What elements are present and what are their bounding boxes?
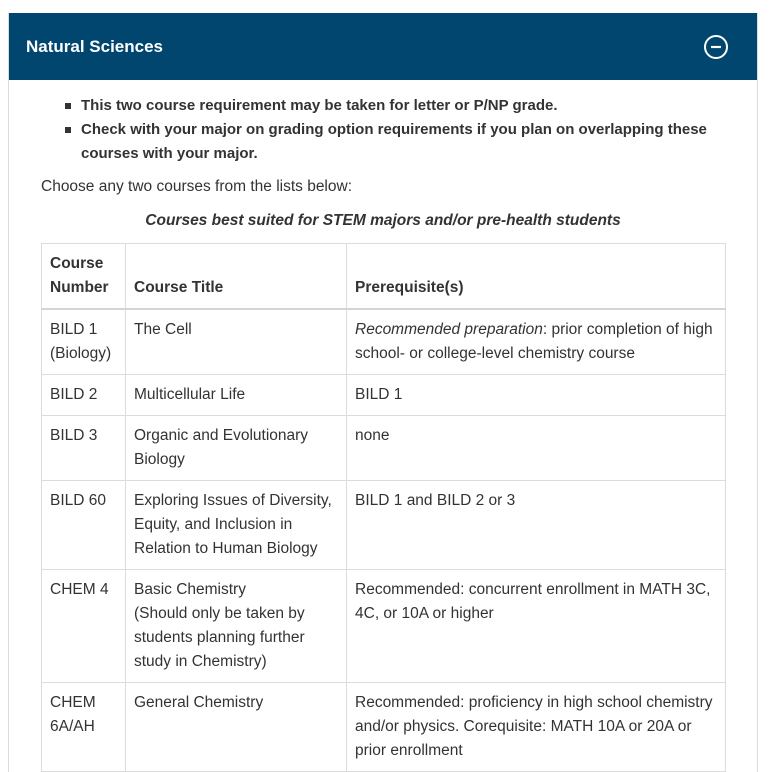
- table-row: [42, 309, 726, 375]
- course-title: General Chemistry: [126, 683, 347, 772]
- prereq-italic: Recommended preparation: [355, 321, 543, 338]
- course-prereq: Recommended: concurrent enrollment in MATH 3C, 4C, or 10A or higher: [347, 570, 726, 683]
- intro-text: Choose any two courses from the lists below:: [41, 178, 352, 195]
- course-title: The Cell: [126, 309, 347, 375]
- course-title-note: (Should only be taken by students planning further study in Chemistry): [134, 605, 305, 670]
- course-title-main: Basic Chemistry: [134, 581, 246, 598]
- course-number: CHEM 6A/AH: [42, 683, 126, 772]
- course-prereq: BILD 1: [347, 375, 726, 416]
- panel-header[interactable]: [9, 13, 757, 80]
- table-header-row: [42, 244, 726, 310]
- course-prereq: none: [347, 416, 726, 481]
- course-title: Multicellular Life: [126, 375, 347, 416]
- table-row: [42, 683, 726, 772]
- course-number: BILD 3: [42, 416, 126, 481]
- course-title: [126, 570, 347, 683]
- table-row: [42, 481, 726, 570]
- note-item: This two course requirement may be taken for letter or P/NP grade.: [81, 94, 725, 118]
- course-prereq: Recommended: proficiency in high school chemistry and/or physics. Corequisite: MATH 10A or 20A or prior enrollment: [347, 683, 726, 772]
- header-course-title: Course Title: [126, 244, 347, 310]
- table-row: [42, 570, 726, 683]
- header-course-number: Course Number: [42, 244, 126, 310]
- natural-sciences-panel: [8, 13, 758, 772]
- course-number: BILD 1 (Biology): [42, 309, 126, 375]
- notes-list: [41, 94, 725, 166]
- course-prereq: [347, 309, 726, 375]
- square-bullet-icon: [65, 127, 71, 133]
- course-title: Exploring Issues of Diversity, Equity, and Inclusion in Relation to Human Biology: [126, 481, 347, 570]
- table-caption: Courses best suited for STEM majors and/or pre-health students: [145, 212, 621, 229]
- prereq-text: : prior completion of high school- or college-level chemistry course: [355, 321, 713, 362]
- course-number: CHEM 4: [42, 570, 126, 683]
- table-row: [42, 375, 726, 416]
- course-number: BILD 60: [42, 481, 126, 570]
- minus-circle-icon[interactable]: [703, 34, 729, 60]
- courses-table: [41, 243, 726, 772]
- square-bullet-icon: [65, 103, 71, 109]
- header-prerequisites: Prerequisite(s): [347, 244, 726, 310]
- table-row: [42, 416, 726, 481]
- note-item: Check with your major on grading option requirements if you plan on overlapping these courses with your major.: [81, 118, 725, 166]
- course-number: BILD 2: [42, 375, 126, 416]
- panel-body: [9, 80, 757, 772]
- course-title: Organic and Evolutionary Biology: [126, 416, 347, 481]
- course-prereq: BILD 1 and BILD 2 or 3: [347, 481, 726, 570]
- panel-title: Natural Sciences: [26, 36, 164, 56]
